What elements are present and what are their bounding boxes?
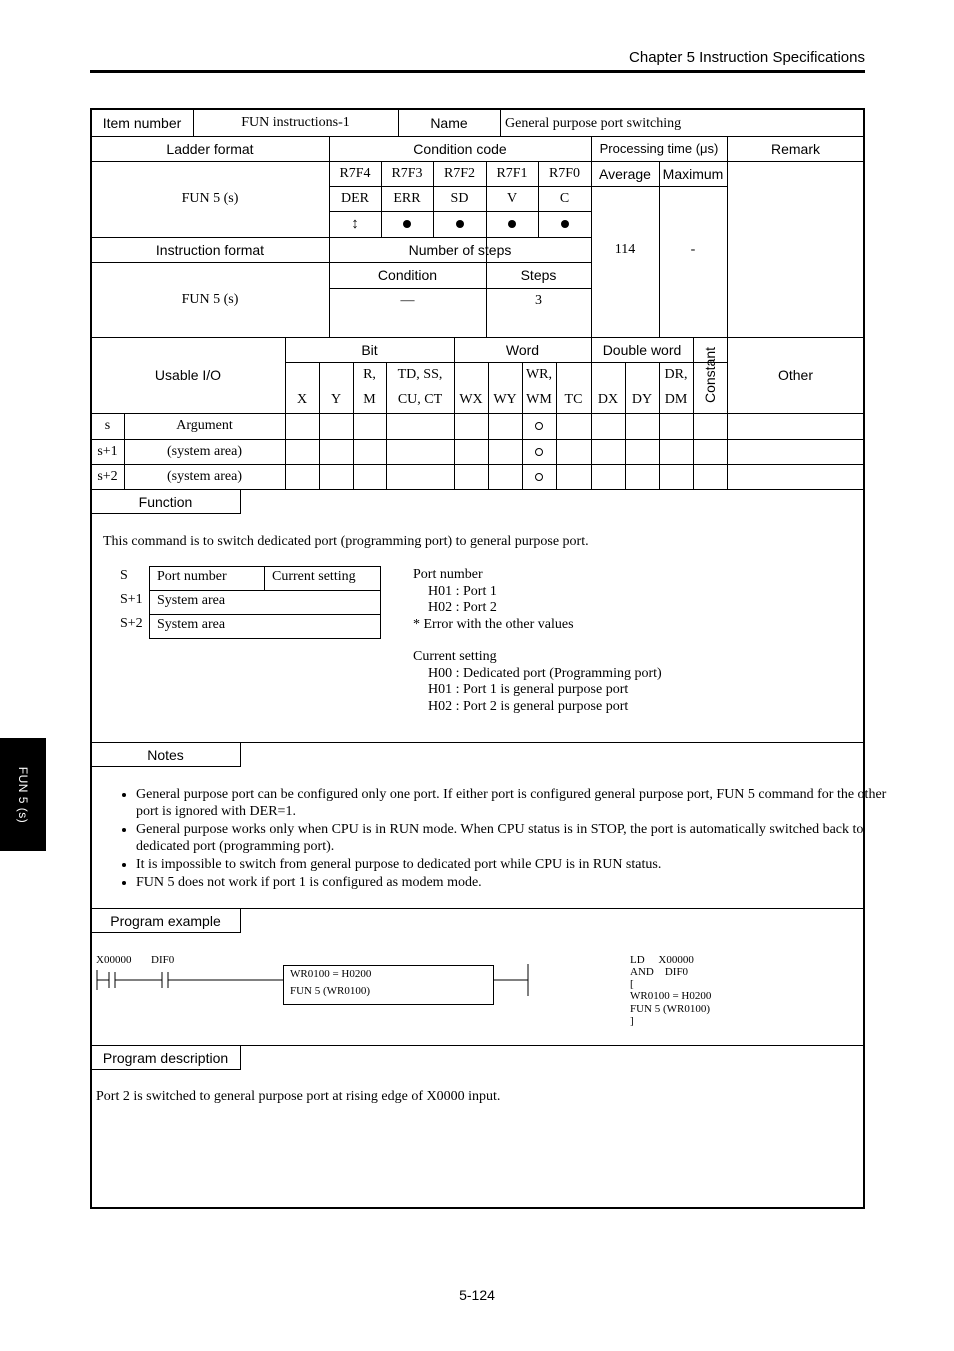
io-column-line1: TD, SS, [397,366,443,382]
mnemonic-line: AND DIF0 [630,966,689,978]
cc-unchanged-icon [433,211,486,237]
average-label: Average [599,165,651,182]
io-column-line2: X [296,392,308,407]
port-number-item: H02 : Port 2 [428,600,497,615]
rule [264,566,265,590]
note-item: • It is impossible to switch from general purpose to dedicated port while CPU is in RUN status. [136,856,888,873]
function-box-line: WR0100 = H0200 [290,968,372,980]
program-description-section-label: Program description [91,1046,241,1070]
io-row-name: s [104,418,111,433]
rule [149,590,381,591]
io-column-line1 [556,362,591,387]
io-column-line1 [285,362,319,387]
cc-name: V [506,190,518,206]
processing-time-label: Processing time (μs) [599,141,719,156]
io-row-name: s+1 [97,443,118,459]
note-item: • FUN 5 does not work if port 1 is configured as modem mode. [136,874,888,891]
io-column-line1 [591,362,625,387]
item-number-label: Item number [102,114,182,131]
cc-unchanged-icon [538,211,591,237]
contact-label: X00000 [96,954,132,966]
param-label: S+2 [120,616,143,631]
port-number-note: * Error with the other values [413,617,574,632]
io-column-line2: DM [664,392,688,407]
cc-unchanged-icon [381,211,433,237]
io-column-line2: Y [330,392,342,407]
io-column-line2: DY [631,392,653,407]
side-tab-label: FUN 5 (s) [16,766,30,823]
notes-section-label: Notes [91,743,241,767]
instruction-format-label: Instruction format [155,241,265,258]
mnemonic-line: WR0100 = H0200 [630,990,712,1002]
function-box-line: FUN 5 (WR0100) [290,985,371,997]
param-cell: System area [157,617,226,632]
chapter-title: Chapter 5 Instruction Specifications [629,49,865,66]
mnemonic-line: FUN 5 (WR0100) [630,1003,711,1015]
usable-io-label: Usable I/O [154,367,222,383]
function-description: This command is to switch dedicated port (programming port) to general purpose port. [103,534,589,549]
name-value: General purpose port switching [505,116,682,131]
io-column-line1: WR, [525,366,553,382]
cc-name: DER [341,190,369,206]
param-cell: Port number [157,569,227,584]
rule [149,614,381,615]
condition-label: Condition [377,267,438,283]
mnemonic-line: [ [630,978,634,990]
cc-name: ERR [393,190,421,206]
io-column-line2: TC [564,392,583,407]
instruction-format-value: FUN 5 (s) [181,291,239,307]
mnemonic-line: ] [630,1015,634,1027]
maximum-label: Maximum [662,165,724,182]
port-number-heading: Port number [413,567,483,582]
current-setting-heading: Current setting [413,649,497,664]
name-label: Name [430,114,468,131]
average-value: 114 [614,242,636,257]
io-row-desc: (system area) [166,468,243,484]
cc-register: R7F1 [496,165,528,181]
io-column-line1: DR, [664,366,688,382]
io-row-name: s+2 [97,468,118,484]
io-row-desc: Argument [176,418,233,433]
io-column-line2: CU, CT [397,392,443,407]
bit-label: Bit [361,341,378,358]
condition-value: — [400,292,415,308]
remark-label: Remark [770,140,820,157]
cc-register: R7F3 [391,165,423,181]
maximum-value: - [690,242,696,257]
io-column-line1 [319,362,353,387]
steps-col-label: Steps [520,267,557,283]
io-column-line2: WY [493,392,517,407]
program-example-section-label: Program example [91,909,241,933]
cc-register: R7F2 [443,165,476,181]
ladder-format-label: Ladder format [166,140,254,157]
double-word-label: Double word [602,341,682,358]
steps-value: 3 [535,292,542,308]
constant-label: Constant [702,346,719,404]
usable-circle-icon [522,464,556,489]
notes-list [108,786,888,892]
current-setting-item: H01 : Port 1 is general purpose port [428,682,629,697]
param-label: S+1 [120,592,143,607]
io-row-desc: (system area) [166,443,243,459]
cc-register: R7F4 [339,165,371,181]
io-column-line1 [625,362,659,387]
rule [727,136,728,337]
io-column-line2: DX [597,392,619,407]
ladder-format-value: FUN 5 (s) [181,191,239,206]
usable-circle-icon [522,413,556,439]
param-label: S [120,568,128,583]
current-setting-item: H02 : Port 2 is general purpose port [428,699,629,714]
cc-register: R7F0 [548,165,581,181]
io-column-line1 [488,362,522,387]
mnemonic-line: LD X00000 [630,954,694,966]
io-column-line1: R, [363,366,376,382]
function-section-label: Function [91,490,241,514]
io-column-line2: M [363,392,376,407]
io-column-line1 [454,362,488,387]
io-column-line2: WX [459,392,483,407]
page-number: 5-124 [459,1287,495,1303]
other-label: Other [777,367,813,383]
note-item: • General purpose port can be configured only one port. If either port is configured general purpose port, FUN 5 command for the other port is ignored with DER=1. [136,786,888,820]
contact-label: DIF0 [151,954,175,966]
cc-der-change-icon: ↕ [351,215,359,232]
param-cell: Current setting [272,569,356,584]
cc-name: SD [450,190,469,206]
program-description-text: Port 2 is switched to general purpose port at rising edge of X0000 input. [96,1089,501,1104]
side-tab [0,738,46,851]
item-number-value: FUN instructions-1 [241,114,350,130]
word-label: Word [505,341,540,358]
usable-circle-icon [522,439,556,464]
io-column-line2: WM [526,392,552,407]
param-cell: System area [157,593,226,608]
note-item: • General purpose works only when CPU is in RUN mode. When CPU status is in STOP, the port is automatically switched back to dedicated port (programming port). [136,821,888,855]
condition-code-label: Condition code [413,140,507,157]
steps-label: Number of steps [408,241,512,258]
page-header [90,48,865,73]
port-number-item: H01 : Port 1 [428,584,497,599]
current-setting-item: H00 : Dedicated port (Programming port) [428,666,662,681]
cc-name: C [559,190,570,206]
rule [500,109,501,136]
cc-unchanged-icon [486,211,538,237]
